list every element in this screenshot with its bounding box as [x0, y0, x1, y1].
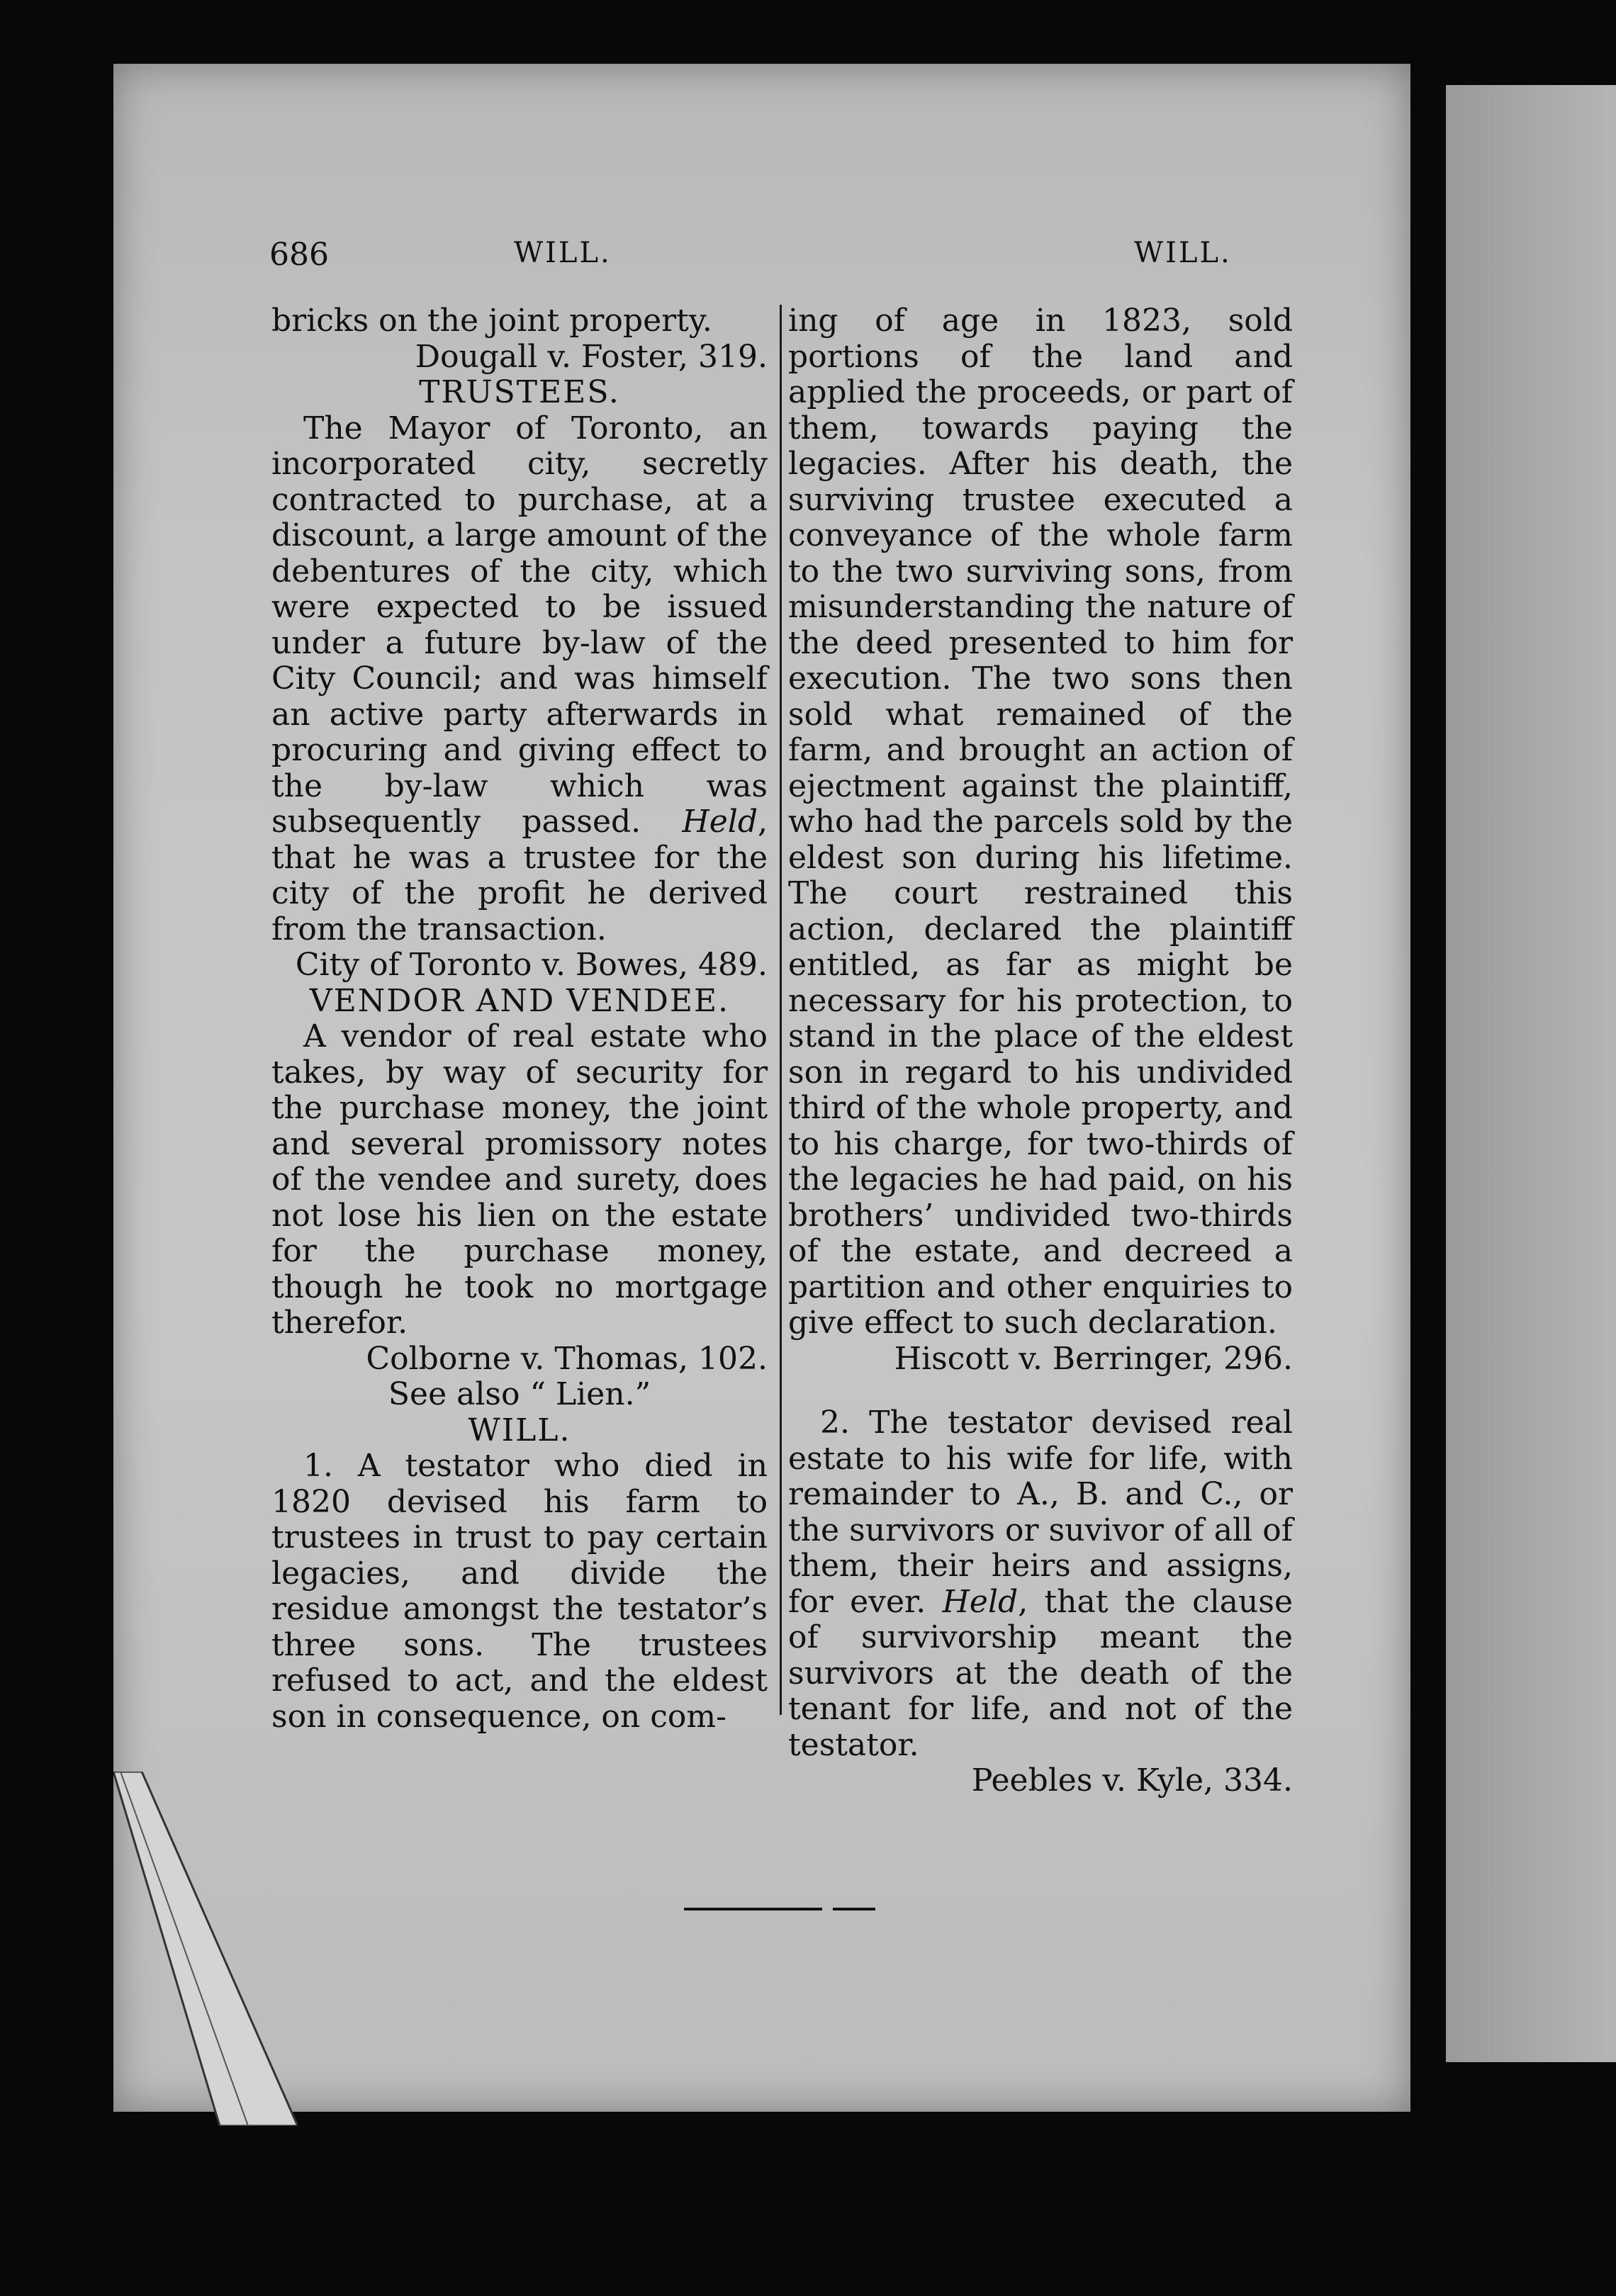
- paragraph-vendor: A vendor of real estate who takes, by way of security for the purchase money, the joint and several promissory notes of the vendee and surety, does not lose his lien on the estate for the purchase money, though he took no mortgage therefor.: [271, 1018, 768, 1341]
- page-number: 686: [269, 237, 329, 273]
- paragraph-will-1-continued: ing of age in 1823, sold portions of the land and applied the proceeds, or part of them, towards paying the legacies. After his death, the surviving trustee executed a conveyance of the whole farm to the two surviving sons, from misunderstanding the nature of the deed presented to him for execution. The two sons then sold what remained of the farm, and brought an action of ejectment against the plaintiff, who had the parcels sold by the eldest son during his lifetime. The court restrained this action, declared the plaintiff entitled, as far as might be necessary for his protection, to stand in the place of the eldest son in regard to his undivided third of the whole property, and to his charge, for two-thirds of the legacies he had paid, on his brothers’ undivided two-thirds of the estate, and decreed a partition and other enquiries to give effect to such declaration.: [788, 303, 1293, 1341]
- folded-corner: [113, 1772, 298, 2126]
- case-citation: Dougall v. Foster, 319.: [415, 338, 768, 375]
- section-heading-vendor: VENDOR AND VENDEE.: [309, 982, 730, 1019]
- case-citation: Peebles v. Kyle, 334.: [971, 1762, 1293, 1799]
- running-head: [156, 237, 1247, 279]
- right-running-head: WILL.: [1134, 237, 1232, 269]
- section-heading-will: WILL.: [468, 1412, 571, 1448]
- case-citation: City of Toronto v. Bowes, 489.: [295, 947, 768, 983]
- case-citation: Colborne v. Thomas, 102.: [366, 1340, 768, 1377]
- case-citation: Hiscott v. Berringer, 296.: [894, 1340, 1293, 1377]
- left-running-head: WILL.: [514, 237, 612, 269]
- column-divider: [780, 305, 782, 1715]
- section-heading-trustees: TRUSTEES.: [419, 374, 620, 410]
- paragraph-trustees: The Mayor of Toronto, an incorporated city, secretly contracted to purchase, at a discount, a large amount of the debentures of the city, which were expected to be issued under a future by-law of the City Council; and was himself an active party afterwards in procuring and giving effect to the by-law which was subsequently passed. Held, that he was a trustee for the city of the profit he derived from the transaction.: [271, 410, 768, 947]
- paragraph-will-1: 1. A testator who died in 1820 devised his farm to trustees in trust to pay certain legacies, and divide the residue amongst the testator’s three sons. The trustees refused to act, and the eldest son in consequence, on com-: [271, 1448, 768, 1735]
- end-rule: [684, 1908, 897, 1910]
- adjacent-page-edge: [1446, 85, 1616, 2062]
- left-column: [271, 303, 768, 1735]
- continued-text: bricks on the joint property.: [271, 303, 712, 339]
- right-column: [788, 303, 1293, 1799]
- cross-reference: See also “ Lien.”: [388, 1376, 651, 1412]
- paragraph-will-2: 2. The testator devised real estate to his wife for life, with remainder to A., B. and C., or the survivors or suvivor of all of them, their heirs and assigns, for ever. Held, that the clause of survivorship meant the survivors at the death of the tenant for life, and not of the testator.: [788, 1405, 1293, 1763]
